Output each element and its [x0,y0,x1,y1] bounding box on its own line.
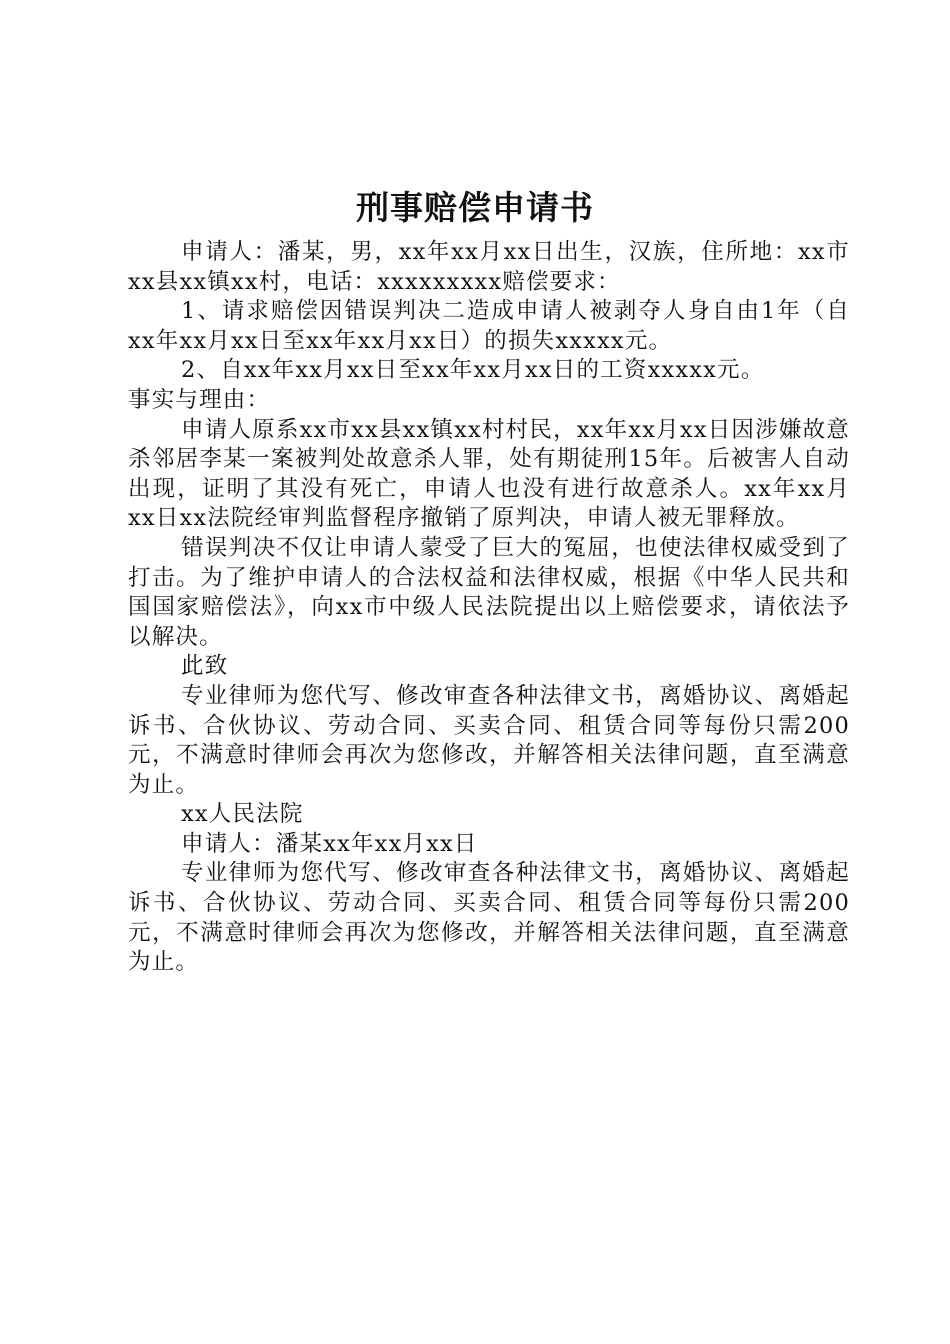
salutation: 此致 [181,653,229,680]
facts-paragraph: 申请人原系xx市xx县xx镇xx村村民，xx年xx月xx日因涉嫌故意杀邻居李某一案被判处故意杀人罪，处有期徒刑15年。后被害人自动出现，证明了其没有死亡，申请人也没有进行故意杀人。xx年xx月xx日xx法院经审判监督程序撤销了原判决，申请人被无罪释放。 [128,416,850,532]
advertisement-paragraph-repeat: 专业律师为您代写、修改审查各种法律文书，离婚协议、离婚起诉书、合伙协议、劳动合同、买卖合同、租赁合同等每份只需200元，不满意时律师会再次为您修改，并解答相关法律问题，直至满意为止。 [128,860,850,976]
claim-item-1: 1、请求赔偿因错误判决二造成申请人被剥夺人身自由1年（自xx年xx月xx日至xx年xx月xx日）的损失xxxxx元。 [128,298,850,354]
applicant-info-paragraph: 申请人：潘某，男，xx年xx月xx日出生，汉族，住所地：xx市xx县xx镇xx村，电话：xxxxxxxxx赔偿要求： [128,239,850,295]
document-title: 刑事赔偿申请书 [356,188,594,227]
court-addressee: xx人民法院 [181,801,304,828]
claim-item-2: 2、自xx年xx月xx日至xx年xx月xx日的工资xxxxx元。 [181,357,765,384]
facts-heading: 事实与理由： [128,386,271,413]
signature-line: 申请人：潘某xx年xx月xx日 [181,830,478,857]
document-body [128,238,850,978]
advertisement-paragraph: 专业律师为您代写、修改审查各种法律文书，离婚协议、离婚起诉书、合伙协议、劳动合同、买卖合同、租赁合同等每份只需200元，不满意时律师会再次为您修改，并解答相关法律问题，直至满意为止。 [128,682,850,798]
reasons-paragraph: 错误判决不仅让申请人蒙受了巨大的冤屈，也使法律权威受到了打击。为了维护申请人的合法权益和法律权威，根据《中华人民共和国国家赔偿法》，向xx市中级人民法院提出以上赔偿要求，请依法予以解决。 [128,534,850,650]
